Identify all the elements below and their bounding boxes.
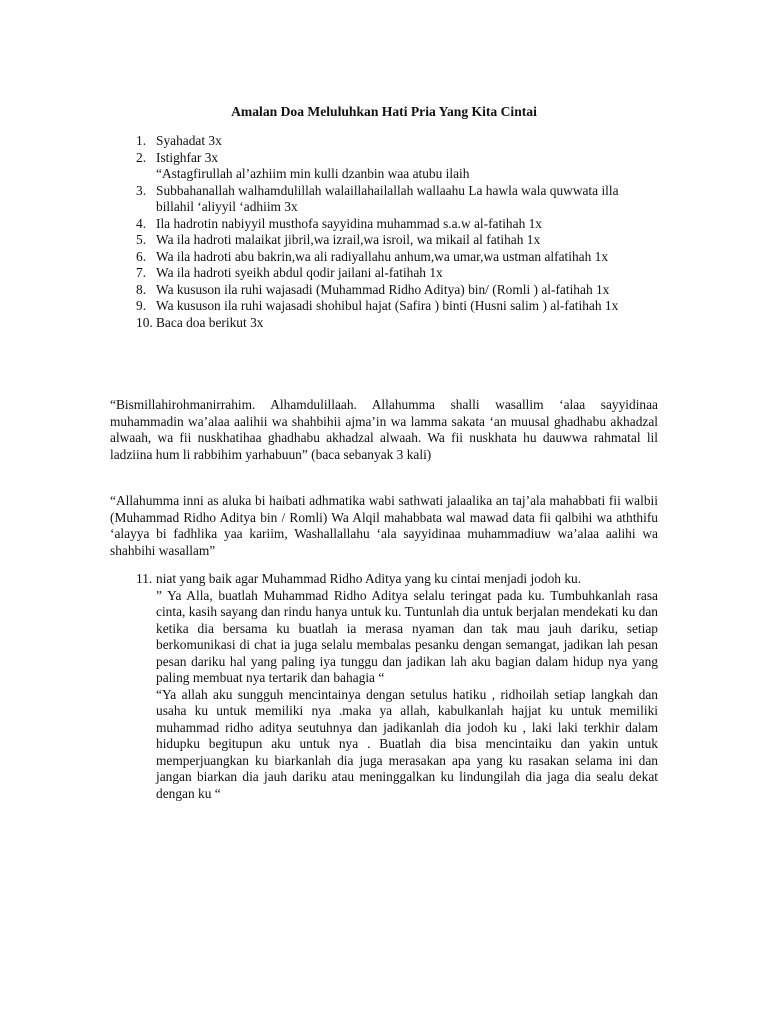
list-text: Wa kususon ila ruhi wajasadi shohibul hajat (Safira ) binti (Husni salim ) al-fatihah 1x (156, 298, 619, 313)
list-item (110, 315, 658, 332)
intention-list (110, 571, 658, 802)
list-text: Syahadat 3x (156, 133, 222, 148)
list-text: Subbahanallah walhamdulillah walaillahailallah wallaahu La hawla wala quwwata illa billahil ‘aliyyil ‘adhiim 3x (156, 182, 619, 214)
list-number: 10. (136, 314, 153, 330)
list-number: 8. (136, 281, 147, 297)
list-number: 2. (136, 149, 147, 165)
list-number: 7. (136, 265, 147, 280)
prayer-steps-list (110, 133, 658, 331)
list-text: Ila hadrotin nabiyyil musthofa sayyidina muhammad s.a.w al-fatihah 1x (156, 215, 543, 231)
list-text: Baca doa berikut 3x (156, 314, 264, 330)
list-item (110, 183, 658, 216)
list-item (110, 282, 658, 299)
list-item (110, 133, 658, 150)
list-item (110, 265, 658, 282)
prayer-paragraph: “Bismillahirohmanirrahim. Alhamdulillaah. Allahumma shalli wasallim ‘alaa sayyidinaa muhammadin wa’alaa aalihii wa shahbihii ajma’in wa lamma sakata ‘an muusal ghadhabu akhadzal alwaah, wa fii nuskhatihaa ghadhabu akhadzal alwaah. Wa fii nuskhata hu dauwwa rahmatal lil ladziina hum li rabbihim yarhabuun” (baca sebanyak 3 kali) (110, 397, 658, 462)
list-number: 6. (136, 248, 147, 264)
list-text: Wa ila hadroti syeikh abdul qodir jailani al-fatihah 1x (156, 265, 443, 280)
list-text: Istighfar 3x (156, 149, 219, 165)
list-number: 5. (136, 232, 147, 247)
list-item (110, 150, 658, 183)
list-text-extra: “Astagfirullah al’azhiim min kulli dzanbin waa atubu ilaih (156, 166, 470, 181)
prayer-paragraph: “Allahumma inni as aluka bi haibati adhmatika wabi sathwati jalaalika an taj’ala mahabbati fii walbii (Muhammad Ridho Aditya bin / Romli) Wa Alqil mahabbata wal mawad data fii qalbihi wa aththifu ‘alayya bi fadhlika yaa kariim, Washallallahu ‘ala sayyidinaa muhammadiuw wa’alaa aalihi wa shahbihi wasallam” (110, 493, 658, 558)
list-text: Wa ila hadroti malaikat jibril,wa izrail,wa isroil, wa mikail al fatihah 1x (156, 232, 541, 247)
document-title: Amalan Doa Meluluhkan Hati Pria Yang Kita Cintai (231, 104, 537, 119)
list-item (110, 216, 658, 233)
list-item (110, 232, 658, 249)
list-number: 1. (136, 133, 147, 148)
list-item (110, 571, 658, 802)
list-text: Wa ila hadroti abu bakrin,wa ali radiyallahu anhum,wa umar,wa ustman alfatihah 1x (156, 248, 609, 264)
list-number: 9. (136, 298, 147, 313)
intention-prayer-text: ” Ya Alla, buatlah Muhammad Ridho Aditya selalu teringat pada ku. Tumbuhkanlah rasa cinta, kasih sayang dan rindu hanya untuk ku. Tuntunlah dia untuk berjalan mendekati ku dan ketika dia bersama ku buatlah ia merasa nyaman dan tak mau jauh dariku, setiap berkomunikasi di chat ia juga selalu membalas pesanku dengan semangat, jadikan lah pesan pesan dariku hal yang paling iya tunggu dan jadikan lah aku bagian dalam hidup nya yang paling membuat nya tertarik dan bahagia “ (156, 587, 658, 685)
list-text: Wa kususon ila ruhi wajasadi (Muhammad Ridho Aditya) bin/ (Romli ) al-fatihah 1x (156, 281, 610, 297)
list-item (110, 298, 658, 315)
list-number: 11. (136, 571, 153, 586)
list-text: niat yang baik agar Muhammad Ridho Aditya yang ku cintai menjadi jodoh ku. (156, 571, 582, 586)
list-number: 3. (136, 182, 147, 198)
intention-prayer-text: “Ya allah aku sungguh mencintainya dengan setulus hatiku , ridhoilah setiap langkah dan usaha ku untuk memiliki nya .maka ya allah, kabulkanlah hajjat ku untuk memiliki muhammad ridho aditya seutuhnya dan jadikanlah dia jodoh ku , laki laki terkhir dalam hidupku begitupun aku untuk nya . Buatlah dia bisa mencintaiku dan yakin untuk memperjuangkan ku biarkanlah dia juga merasakan apa yang ku rasakan selama ini dan jangan biarkan dia jauh dariku atau meninggalkan ku lindungilah dia jaga dia sealu dekat dengan ku “ (156, 686, 658, 801)
list-item (110, 249, 658, 266)
list-number: 4. (136, 215, 147, 231)
